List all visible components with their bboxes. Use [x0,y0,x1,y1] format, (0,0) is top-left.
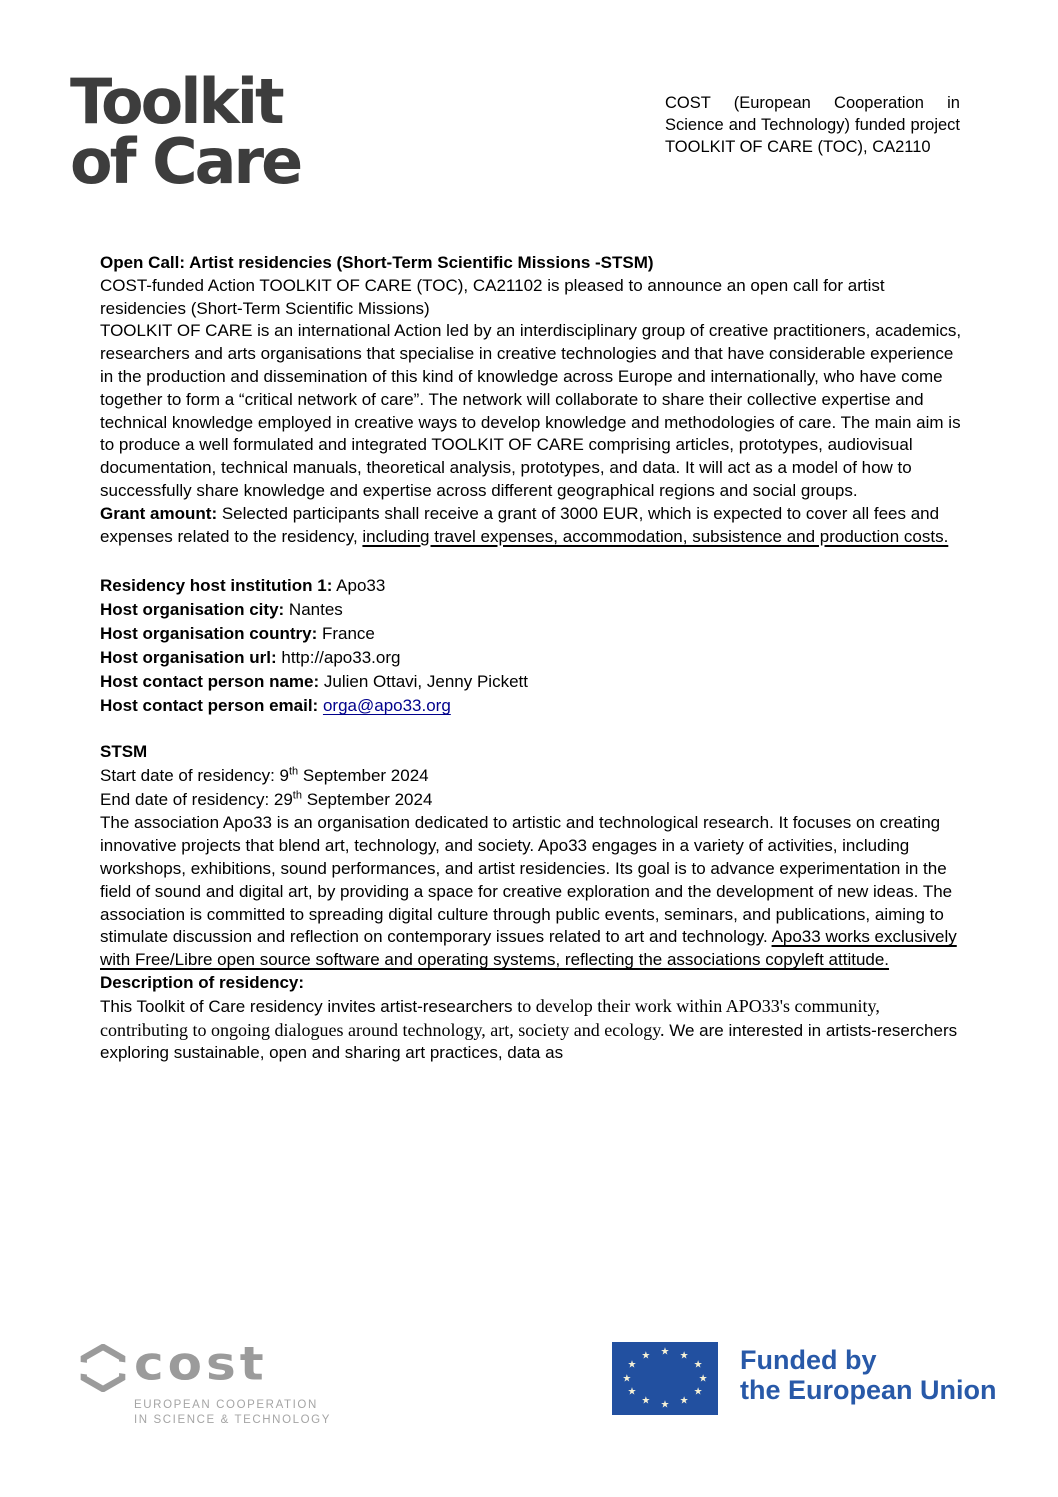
grant-label: Grant amount: [100,503,218,523]
residency-part3: We are interested in artists-reserchers exploring sustainable, open and sharing art practices, data as [100,1020,958,1063]
stsm-start-prefix: Start date of residency: 9 [100,766,289,786]
intro-paragraph: COST-funded Action TOOLKIT OF CARE (TOC), CA21102 is pleased to announce an open call for artist residencies (Short-Term Scientific Missions) [100,275,885,318]
eu-star-icon: ★ [660,1346,670,1358]
cost-hexagon-icon [78,1344,128,1392]
grant-paragraph [100,503,962,549]
host-contact-name-value: Julien Ottavi, Jenny Pickett [323,672,528,692]
cost-tagline-line2: IN SCIENCE & TECHNOLOGY [134,1413,331,1426]
cost-tagline [134,1398,331,1427]
host-row-contact-name [100,670,962,694]
eu-funded-line1: Funded by [740,1345,877,1375]
host-country-label: Host organisation country: [100,624,318,644]
toolkit-of-care-logo [70,65,301,198]
apo33-underlined-text: Apo33 works exclusively with Free/Libre open source software and operating systems, reflecting the associations copyleft attitude. [100,927,957,970]
apo33-paragraph [100,812,962,972]
email-link[interactable]: orga@apo33.org [322,696,451,716]
cost-wordmark: cost [134,1337,268,1391]
eu-star-icon: ★ [679,1395,689,1407]
open-call-title: Open Call: Artist residencies (Short-Term Scientific Missions -STSM) [100,253,654,272]
host-contact-email-label: Host contact person email: [100,696,319,716]
logo-line-2: of Care [70,125,301,198]
cost-logo [78,1337,331,1427]
eu-star-icon: ★ [693,1386,703,1398]
stsm-end-rest: September 2024 [301,790,433,810]
eu-star-icon: ★ [698,1373,708,1384]
host-url-value: http://apo33.org [281,648,401,668]
grant-underlined-text: including travel expenses, accommodation, subsistence and production costs. [362,526,949,546]
host-row-city [100,598,962,622]
stsm-start-rest: September 2024 [298,766,429,786]
stsm-end-date [100,788,962,812]
eu-star-icon: ★ [660,1399,670,1411]
document-body [100,252,962,1065]
eu-star-icon: ★ [627,1386,637,1398]
host-row-institution [100,574,962,598]
eu-funding-block [612,1342,997,1415]
grant-text: Selected participants shall receive a grant of 3000 EUR, which is expected to cover all fees and expenses related to the residency, [100,503,940,546]
residency-part2: to develop their work within APO33's community, contributing to ongoing dialogues around technology, art, society and ecology. [100,995,880,1040]
host-contact-name-label: Host contact person name: [100,672,320,692]
stsm-start-ordinal: th [289,765,299,778]
about-paragraph: TOOLKIT OF CARE is an international Action led by an interdisciplinary group of creative practitioners, academics, researchers and arts organisations that specialise in creative technologies and that have considerable experience in the production and dissemination of this kind of knowledge across Europe and internationally, who have come together to form a “critical network of care”. The network will collaborate to share their collective expertise and technical knowledge employed in creative ways to develop knowledge and methodologies of care. The main aim is to produce a well formulated and integrated TOOLKIT OF CARE comprising articles, prototypes, audiovisual documentation, technical manuals, theoretical analysis, prototypes, and data. It will act as a model of how to successfully share knowledge and expertise across different geographical regions and social groups. [100,321,962,500]
stsm-heading: STSM [100,742,148,762]
eu-star-icon: ★ [693,1359,703,1371]
host-url-label: Host organisation url: [100,648,277,668]
eu-star-icon: ★ [622,1373,632,1384]
stsm-start-date [100,764,962,788]
eu-star-icon: ★ [679,1350,689,1362]
eu-star-icon: ★ [641,1395,651,1407]
eu-funded-line2: the European Union [740,1375,997,1405]
stsm-block [100,740,962,812]
host-row-url [100,646,962,670]
eu-star-icon: ★ [627,1359,637,1371]
host-city-label: Host organisation city: [100,600,285,620]
residency-description-heading: Description of residency: [100,972,305,992]
cost-tagline-line1: EUROPEAN COOPERATION [134,1399,318,1411]
residency-description-paragraph [100,995,962,1065]
host-country-value: France [321,624,375,644]
logo-line-1: Toolkit [70,65,282,138]
host-city-value: Nantes [288,600,343,620]
residency-part1: This Toolkit of Care residency invites artist-researchers [100,996,518,1016]
host-institution-label: Residency host institution 1: [100,576,333,596]
eu-funded-text [740,1345,997,1405]
host-row-contact-email [100,694,962,718]
apo33-text: The association Apo33 is an organisation dedicated to artistic and technological research. It focuses on creating innovative projects that blend art, technology, and society. Apo33 engages in a variety of activities, including workshops, exhibitions, sound performances, and artist residencies. Its goal is to advance experimentation in the field of sound and digital art, by providing a space for creative exploration and the development of new ideas. The association is committed to spreading digital culture through public events, seminars, and publications, aiming to stimulate discussion and reflection on contemporary issues related to art and technology. [100,813,953,947]
stsm-end-prefix: End date of residency: 29 [100,790,293,810]
host-info-block [100,574,962,718]
eu-star-icon: ★ [641,1350,651,1362]
stsm-end-ordinal: th [292,789,302,802]
host-row-country [100,622,962,646]
eu-flag [612,1342,718,1415]
cost-funding-note: COST (European Cooperation in Science and Technology) funded project TOOLKIT OF CARE (TOC), CA2110 [665,94,960,156]
cost-logo-row [78,1337,331,1392]
host-institution-value: Apo33 [336,576,386,596]
